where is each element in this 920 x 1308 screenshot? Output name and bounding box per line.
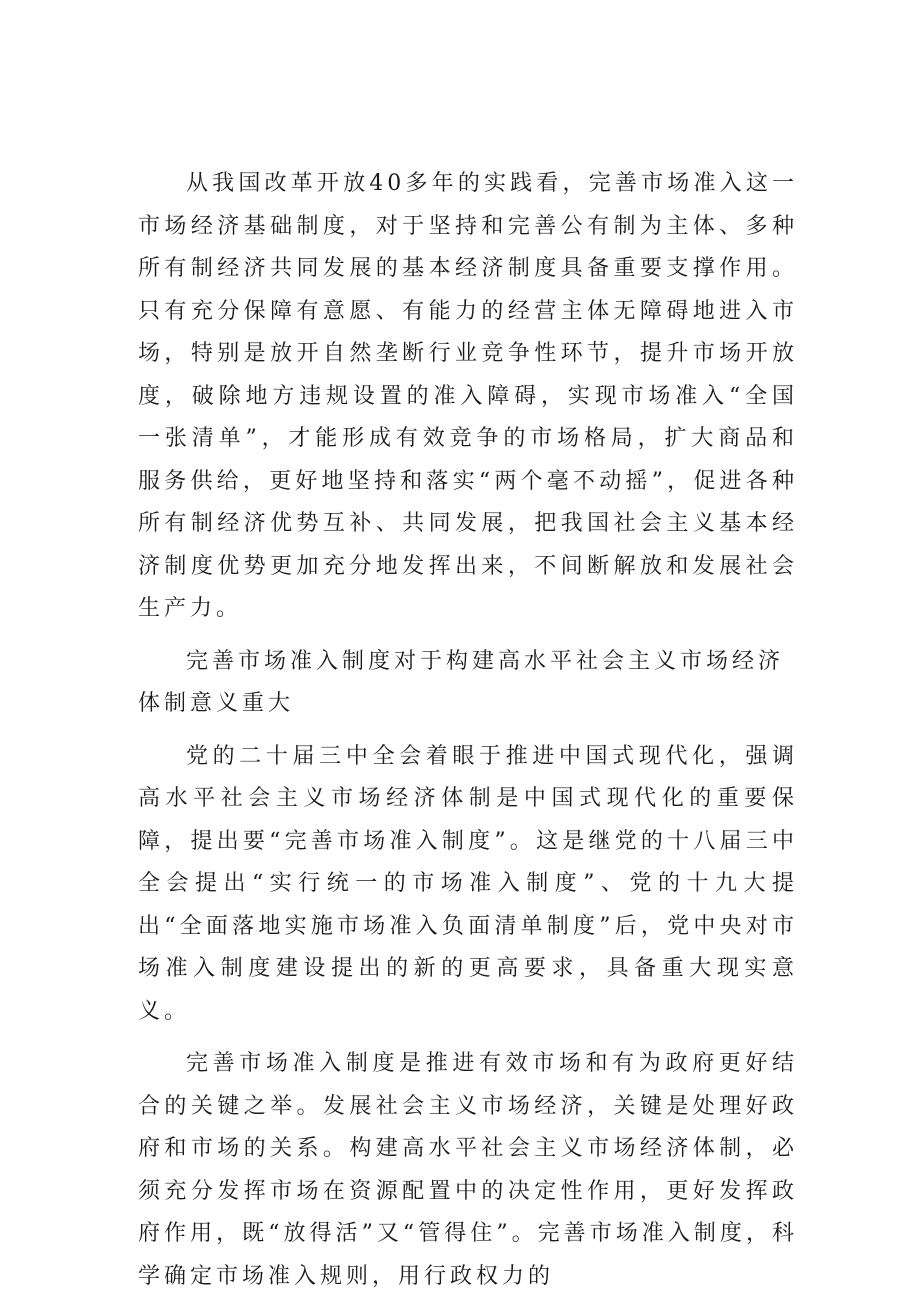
document-body [138, 163, 798, 1308]
section-heading: 完善市场准入制度对于构建高水平社会主义市场经济体制意义重大 [138, 648, 785, 716]
paragraph-third-plenum: 党的二十届三中全会着眼于推进中国式现代化，强调高水平社会主义市场经济体制是中国式现代化的重要保障，提出要“完善市场准入制度”。这是继党的十八届三中全会提出“实行统一的市场准入制度”、党的十九大提出“全面落地实施市场准入负面清单制度”后，党中央对市场准入制度建设提出的新的更高要求，具备重大现实意义。 [138, 743, 798, 1024]
paragraph-reform-practice: 从我国改革开放40多年的实践看，完善市场准入这一市场经济基础制度，对于坚持和完善公有制为主体、多种所有制经济共同发展的基本经济制度具备重要支撑作用。只有充分保障有意愿、有能力的经营主体无障碍地进入市场，特别是放开自然垄断行业竞争性环节，提升市场开放度，破除地方违规设置的准入障碍，实现市场准入“全国一张清单”，才能形成有效竞争的市场格局，扩大商品和服务供给，更好地坚持和落实“两个毫不动摇”，促进各种所有制经济优势互补、共同发展，把我国社会主义基本经济制度优势更加充分地发挥出来，不间断解放和发展社会生产力。 [138, 171, 798, 621]
paragraph-market-government: 完善市场准入制度是推进有效市场和有为政府更好结合的关键之举。发展社会主义市场经济，关键是处理好政府和市场的关系。构建高水平社会主义市场经济体制，必须充分发挥市场在资源配置中的决定性作用，更好发挥政府作用，既“放得活”又“管得住”。完善市场准入制度，科学确定市场准入规则，用行政权力的 [138, 1051, 798, 1289]
